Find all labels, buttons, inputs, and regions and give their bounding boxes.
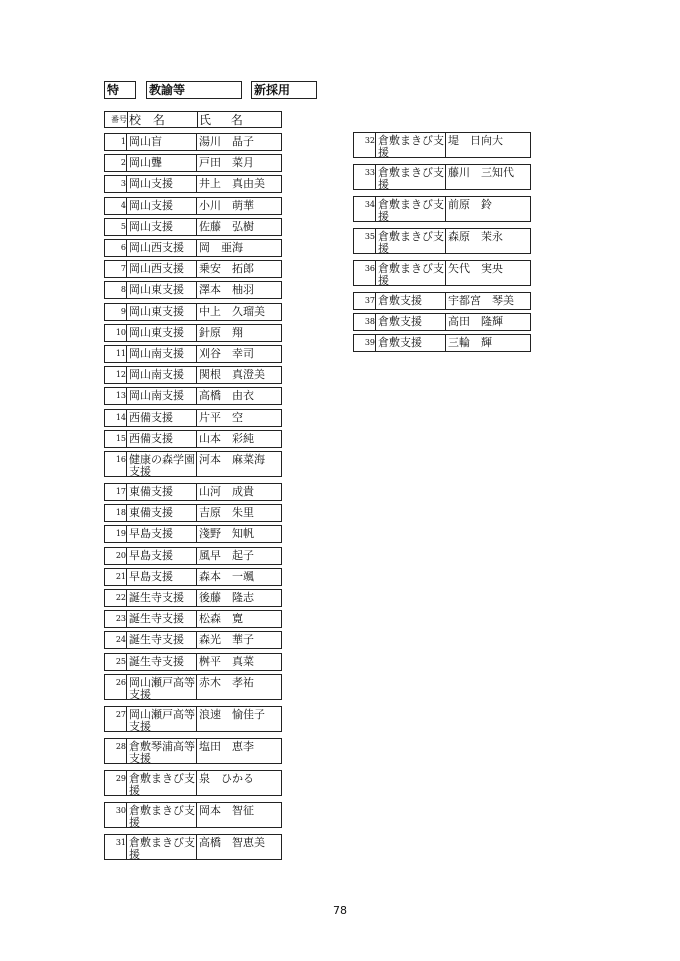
row-number: 31	[104, 834, 127, 860]
row-number: 8	[104, 281, 127, 299]
row-name: 森光 華子	[196, 631, 282, 649]
row-name: 山本 彩純	[196, 430, 282, 448]
row-school: 岡山南支援	[126, 345, 197, 363]
row-name: 中上 久瑠美	[196, 303, 282, 321]
row-school: 倉敷まきび支援	[126, 770, 197, 796]
row-name: 澤本 柚羽	[196, 281, 282, 299]
row-name: 河本 麻菜海	[196, 451, 282, 477]
row-name: 刈谷 幸司	[196, 345, 282, 363]
row-school: 誕生寺支援	[126, 653, 197, 671]
row-name: 岡 亜海	[196, 239, 282, 257]
row-number: 29	[104, 770, 127, 796]
row-name: 乗安 拓郎	[196, 260, 282, 278]
row-name: 井上 真由美	[196, 175, 282, 193]
row-number: 3	[104, 175, 127, 193]
row-school: 岡山西支援	[126, 239, 197, 257]
row-school: 東備支援	[126, 483, 197, 501]
row-number: 23	[104, 610, 127, 628]
row-number: 9	[104, 303, 127, 321]
row-name: 松森 寛	[196, 610, 282, 628]
row-name: 戸田 菜月	[196, 154, 282, 172]
row-name: 吉原 朱里	[196, 504, 282, 522]
row-school: 岡山東支援	[126, 303, 197, 321]
row-school: 岡山西支援	[126, 260, 197, 278]
row-school: 早島支援	[126, 547, 197, 565]
row-number: 13	[104, 387, 127, 405]
row-name: 森本 一颯	[196, 568, 282, 586]
employment-type-label: 新採用	[251, 81, 317, 99]
row-school: 誕生寺支援	[126, 610, 197, 628]
row-name: 藤川 三知代	[445, 164, 531, 190]
row-number: 2	[104, 154, 127, 172]
row-name: 湯川 晶子	[196, 133, 282, 151]
header-school: 校 名	[127, 111, 198, 128]
row-number: 12	[104, 366, 127, 384]
row-school: 西備支援	[126, 430, 197, 448]
row-name: 宇都宮 琴美	[445, 292, 531, 310]
row-number: 34	[353, 196, 376, 222]
row-name: 前原 鈴	[445, 196, 531, 222]
row-number: 33	[353, 164, 376, 190]
row-name: 片平 空	[196, 409, 282, 427]
row-school: 倉敷琴浦高等支援	[126, 738, 197, 764]
row-number: 28	[104, 738, 127, 764]
page-number: 78	[333, 904, 347, 917]
row-name: 後藤 隆志	[196, 589, 282, 607]
row-name: 針原 翔	[196, 324, 282, 342]
row-number: 14	[104, 409, 127, 427]
row-number: 30	[104, 802, 127, 828]
row-school: 倉敷まきび支援	[375, 260, 446, 286]
row-name: 森原 茉永	[445, 228, 531, 254]
row-number: 25	[104, 653, 127, 671]
row-school: 岡山東支援	[126, 281, 197, 299]
row-school: 倉敷まきび支援	[375, 132, 446, 158]
row-number: 27	[104, 706, 127, 732]
row-school: 岡山南支援	[126, 387, 197, 405]
row-name: 山河 成貴	[196, 483, 282, 501]
row-number: 15	[104, 430, 127, 448]
row-school: 岡山支援	[126, 175, 197, 193]
row-school: 岡山聾	[126, 154, 197, 172]
position-label: 教諭等	[146, 81, 242, 99]
row-name: 岡本 智征	[196, 802, 282, 828]
header-name: 氏 名	[197, 111, 282, 128]
row-number: 37	[353, 292, 376, 310]
row-number: 1	[104, 133, 127, 151]
row-name: 桝平 真菜	[196, 653, 282, 671]
row-number: 26	[104, 674, 127, 700]
row-school: 倉敷まきび支援	[126, 834, 197, 860]
row-school: 岡山支援	[126, 218, 197, 236]
row-name: 小川 萌華	[196, 197, 282, 215]
row-name: 高田 隆輝	[445, 313, 531, 331]
row-number: 19	[104, 525, 127, 543]
row-name: 高橋 由衣	[196, 387, 282, 405]
row-name: 三輪 輝	[445, 334, 531, 352]
row-school: 岡山南支援	[126, 366, 197, 384]
row-number: 4	[104, 197, 127, 215]
row-school: 倉敷まきび支援	[375, 196, 446, 222]
row-number: 36	[353, 260, 376, 286]
row-school: 西備支援	[126, 409, 197, 427]
header-number: 番号	[104, 111, 128, 128]
row-name: 泉 ひかる	[196, 770, 282, 796]
row-school: 早島支援	[126, 525, 197, 543]
row-school: 早島支援	[126, 568, 197, 586]
row-number: 35	[353, 228, 376, 254]
row-name: 赤木 孝祐	[196, 674, 282, 700]
row-number: 11	[104, 345, 127, 363]
row-number: 38	[353, 313, 376, 331]
row-school: 岡山支援	[126, 197, 197, 215]
row-number: 6	[104, 239, 127, 257]
row-school: 倉敷まきび支援	[126, 802, 197, 828]
row-school: 東備支援	[126, 504, 197, 522]
row-number: 17	[104, 483, 127, 501]
row-school: 岡山東支援	[126, 324, 197, 342]
row-name: 佐藤 弘樹	[196, 218, 282, 236]
category-label: 特	[104, 81, 136, 99]
row-number: 10	[104, 324, 127, 342]
row-number: 18	[104, 504, 127, 522]
row-number: 20	[104, 547, 127, 565]
row-number: 22	[104, 589, 127, 607]
row-school: 健康の森学園支援	[126, 451, 197, 477]
row-school: 岡山瀬戸高等支援	[126, 674, 197, 700]
row-school: 誕生寺支援	[126, 631, 197, 649]
row-number: 5	[104, 218, 127, 236]
row-school: 倉敷支援	[375, 334, 446, 352]
row-school: 岡山瀬戸高等支援	[126, 706, 197, 732]
row-school: 倉敷まきび支援	[375, 164, 446, 190]
row-name: 高橋 智恵美	[196, 834, 282, 860]
row-number: 32	[353, 132, 376, 158]
row-number: 24	[104, 631, 127, 649]
row-name: 堤 日向大	[445, 132, 531, 158]
row-school: 倉敷支援	[375, 292, 446, 310]
row-school: 倉敷まきび支援	[375, 228, 446, 254]
row-number: 39	[353, 334, 376, 352]
row-number: 16	[104, 451, 127, 477]
row-number: 7	[104, 260, 127, 278]
row-school: 誕生寺支援	[126, 589, 197, 607]
row-name: 塩田 恵李	[196, 738, 282, 764]
row-name: 関根 真澄美	[196, 366, 282, 384]
row-name: 淺野 知帆	[196, 525, 282, 543]
row-name: 風早 起子	[196, 547, 282, 565]
row-name: 矢代 実央	[445, 260, 531, 286]
row-name: 浪速 愉佳子	[196, 706, 282, 732]
row-number: 21	[104, 568, 127, 586]
row-school: 倉敷支援	[375, 313, 446, 331]
row-school: 岡山盲	[126, 133, 197, 151]
